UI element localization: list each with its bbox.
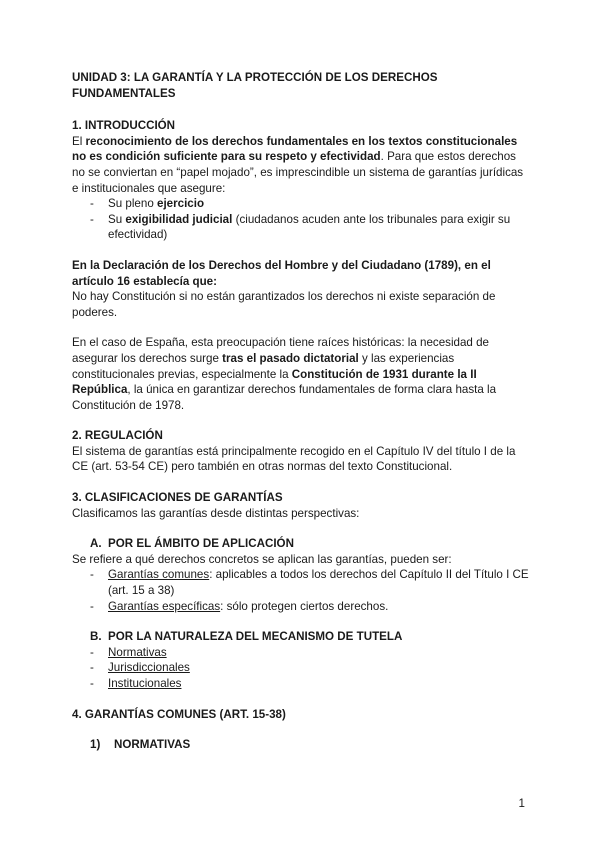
list-item: - Normativas <box>90 645 532 661</box>
declaration-text: No hay Constitución si no están garantizados los derechos ni existe separación de poderes. <box>72 290 496 319</box>
spain-paragraph: En el caso de España, esta preocupación tiene raíces históricas: la necesidad de asegurar los derechos surge tras el pasado dictatorial y las experiencias constitucionales previas, especialmente la Constitución de 1931 durante la II República, la única en garantizar derechos fundamentales de forma clara hasta la Constitución de 1978. <box>72 336 497 412</box>
classification-intro: Clasificamos las garantías desde distintas perspectivas: <box>72 506 360 520</box>
intro-bold-text: reconocimiento de los derechos fundamentales en los textos constitucionales no es condición suficiente para su respeto y efectividad <box>72 134 518 164</box>
subsection-a-intro: Se refiere a qué derechos concretos se aplican las garantías, pueden ser: <box>72 552 452 566</box>
list-item: - Institucionales <box>90 676 532 692</box>
scope-list <box>72 567 532 614</box>
section-3-heading: 3. CLASIFICACIONES DE GARANTÍAS <box>72 491 283 505</box>
mechanism-list <box>72 645 532 692</box>
document-title: UNIDAD 3: LA GARANTÍA Y LA PROTECCIÓN DE LOS DERECHOS FUNDAMENTALES <box>72 71 438 100</box>
subsection-b-heading: B. POR LA NATURALEZA DEL MECANISMO DE TUTELA <box>90 630 403 644</box>
declaration-heading: En la Declaración de los Derechos del Hombre y del Ciudadano (1789), en el artículo 16 establecía que: <box>72 258 491 288</box>
page-number: 1 <box>518 797 525 810</box>
guarantees-list <box>72 196 532 243</box>
section-1-heading: 1. INTRODUCCIÓN <box>72 119 176 133</box>
document-page <box>72 70 532 753</box>
list-item: - Garantías específicas: sólo protegen ciertos derechos. <box>90 599 532 615</box>
section-4-heading: 4. GARANTÍAS COMUNES (ART. 15-38) <box>72 707 286 721</box>
list-item: - Su exigibilidad judicial (ciudadanos acuden ante los tribunales para exigir su efectividad) <box>90 212 532 243</box>
list-item: - Jurisdiccionales <box>90 660 532 676</box>
section-2-heading: 2. REGULACIÓN <box>72 429 163 443</box>
intro-paragraph: El reconocimiento de los derechos fundamentales en los textos constitucionales no es condición suficiente para su respeto y efectividad. Para que estos derechos no se conviertan en “papel mojado”, es imprescindible un sistema de garantías jurídicas e institucionales que asegure: <box>72 134 524 195</box>
regulation-paragraph: El sistema de garantías está principalmente recogido en el Capítulo IV del título I de la CE (art. 53-54 CE) pero también en otras normas del texto Constitucional. <box>72 444 516 474</box>
list-item: - Garantías comunes: aplicables a todos los derechos del Capítulo II del Título I CE (art. 15 a 38) <box>90 567 532 598</box>
subsection-1-heading: 1) NORMATIVAS <box>90 738 191 752</box>
list-item: - Su pleno ejercicio <box>90 196 532 212</box>
subsection-a-heading: A. POR EL ÁMBITO DE APLICACIÓN <box>90 537 294 551</box>
